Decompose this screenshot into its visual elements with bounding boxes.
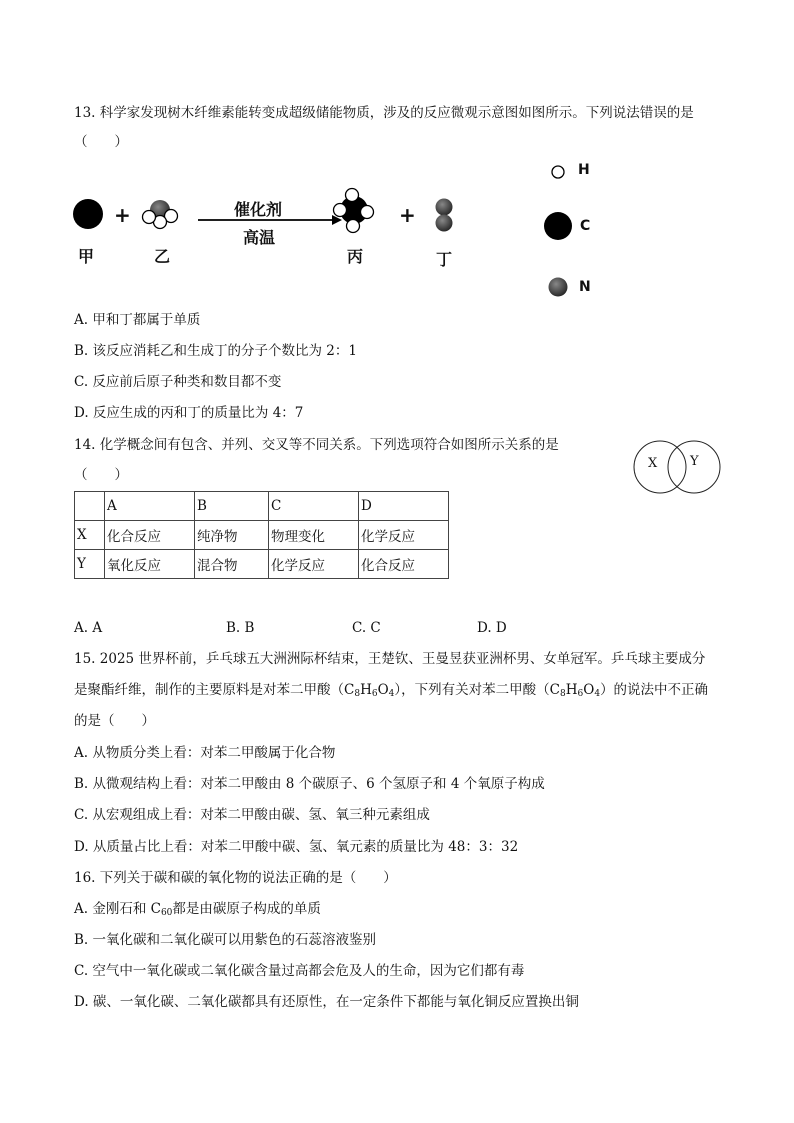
label-ding: 丁 [436,250,453,269]
table-cell: B [195,492,269,521]
q14-answer-paren: （ ） [74,467,128,483]
legend-label-n: N [579,279,591,295]
table-header-row [75,492,449,521]
q15-option-b: B. 从微观结构上看：对苯二甲酸由 8 个碳原子、6 个氢原子和 4 个氧原子构成 [74,776,545,792]
q13-option-c: C. 反应前后原子种类和数目都不变 [74,374,282,390]
table-cell: 化合反应 [105,521,195,550]
plus-sign: + [114,203,131,227]
bing-methane-molecule [334,189,374,233]
formula-element: H [565,682,578,698]
formula-sub: 6 [371,689,378,699]
q15-stem-line1: 15. 2025 世界杯前，乒乓球五大洲洲际杯结束，王楚钦、王曼昱获亚洲杯男、女单冠军。乒乓球主要成分 [74,651,706,667]
q13-stem: 13. 科学家发现树木纤维素能转变成超级储能物质，涉及的反应微观示意图如图所示。下列说法错误的是 [74,105,694,121]
table-cell: 物理变化 [269,521,359,550]
q16-option-c: C. 空气中一氧化碳或二氧化碳含量过高都会危及人的生命，因为它们都有毒 [74,963,525,979]
legend-label-h: H [578,162,590,178]
legend-nitrogen-symbol [549,278,568,297]
formula-sub: 60 [160,908,173,918]
q16-option-b: B. 一氧化碳和二氧化碳可以用紫色的石蕊溶液鉴别 [74,932,377,948]
table-cell: D [359,492,449,521]
table-cell: 化学反应 [269,550,359,579]
q14-option-a: A. A [74,620,103,636]
yi-ammonia-molecule [143,200,178,229]
q15-stem-line2 [74,681,708,699]
legend-hydrogen-symbol [552,166,564,178]
table-cell: 化学反应 [359,521,449,550]
q16-stem: 16. 下列关于碳和碳的氧化物的说法正确的是（ ） [74,870,397,886]
q15-stem-line3: 的是（ ） [74,713,155,729]
q15-text: 是聚酯纤维，制作的主要原料是对苯二甲酸（C [74,682,355,698]
table-cell: A [105,492,195,521]
plus-sign: + [399,203,416,227]
q13-option-b: B. 该反应消耗乙和生成丁的分子个数比为 2：1 [74,343,357,359]
legend-carbon-symbol [544,212,572,240]
table-row [75,521,449,550]
q15-text: ）的说法中不正确 [600,682,709,698]
label-yi: 乙 [154,247,171,266]
table-cell: 混合物 [195,550,269,579]
ding-nitrogen-molecule [436,199,453,232]
table-cell: 氧化反应 [105,550,195,579]
q14-options-table [74,491,449,579]
formula-element: H [360,682,372,698]
q13-answer-paren: （ ） [74,134,128,150]
q16-option-a [74,900,321,918]
q15-option-a: A. 从物质分类上看：对苯二甲酸属于化合物 [74,745,336,761]
venn-label-x: X [648,456,658,471]
q14-stem: 14. 化学概念间有包含、并列、交叉等不同关系。下列选项符合如图所示关系的是 [74,437,559,453]
q15-text: ），下列有关对苯二甲酸（C [394,682,560,698]
q13-option-d: D. 反应生成的丙和丁的质量比为 4：7 [74,405,304,421]
venn-label-y: Y [690,454,699,469]
q16-text: A. 金刚石和 C [74,901,161,917]
formula-sub: 4 [388,689,395,699]
q16-text: 都是由碳原子构成的单质 [172,901,321,917]
condition-catalyst: 催化剂 [234,200,283,219]
formula-element: O [377,682,389,698]
formula-sub: 6 [577,689,584,699]
q13-reaction-diagram [60,150,620,310]
q15-option-c: C. 从宏观组成上看：对苯二甲酸由碳、氢、氧三种元素组成 [74,807,430,823]
formula-element: O [583,682,595,698]
formula-sub: 4 [594,689,601,699]
table-cell: 纯净物 [195,521,269,550]
formula-sub: 8 [560,689,566,699]
venn-diagram [630,438,726,496]
table-cell: C [269,492,359,521]
table-cell: X [75,521,105,550]
label-jia: 甲 [78,247,95,266]
table-row [75,550,449,579]
table-cell: Y [75,550,105,579]
label-bing: 丙 [347,247,364,266]
q14-option-c: C. C [352,620,381,636]
q16-option-d: D. 碳、一氧化碳、二氧化碳都具有还原性，在一定条件下都能与氧化铜反应置换出铜 [74,994,579,1010]
table-cell [75,492,105,521]
q13-option-a: A. 甲和丁都属于单质 [74,312,201,328]
jia-carbon-atom [73,199,103,229]
condition-high-temp: 高温 [243,228,276,247]
formula-sub: 8 [354,689,361,699]
q15-option-d: D. 从质量占比上看：对苯二甲酸中碳、氢、氧元素的质量比为 48：3：32 [74,839,519,855]
legend-label-c: C [580,218,591,234]
q14-option-b: B. B [226,620,255,636]
q14-option-d: D. D [477,620,507,636]
table-cell: 化合反应 [359,550,449,579]
